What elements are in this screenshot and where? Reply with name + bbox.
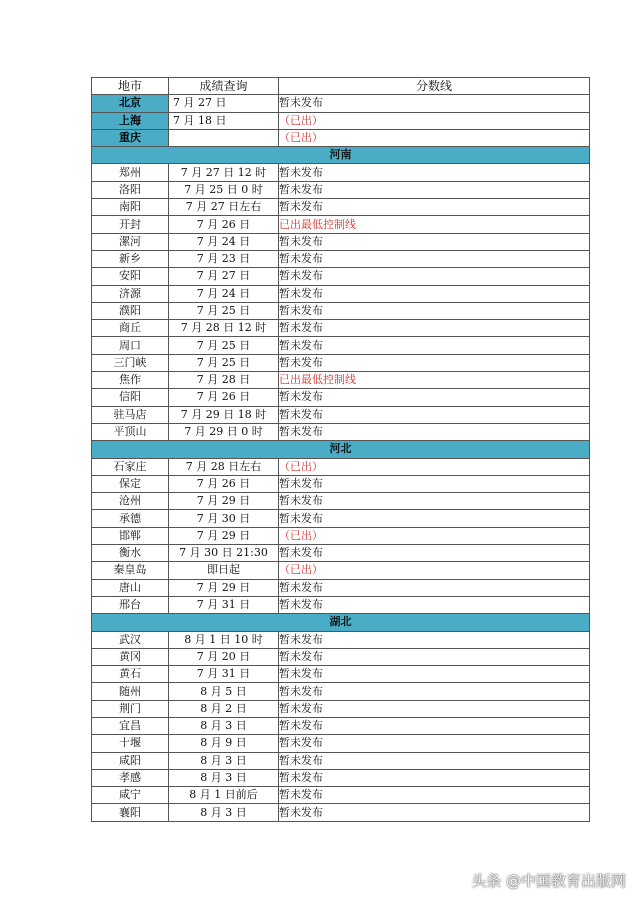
score-line-cell: 暂未发布 bbox=[279, 700, 590, 717]
query-date-cell: 8 月 1 日前后 bbox=[169, 787, 279, 804]
table-row bbox=[92, 95, 590, 112]
city-cell: 焦作 bbox=[92, 372, 169, 389]
score-line-cell: （已出） bbox=[279, 129, 590, 146]
query-date-cell: 7 月 18 日 bbox=[169, 112, 279, 129]
table-row bbox=[92, 216, 590, 233]
header-query-date: 成绩查询 bbox=[169, 78, 279, 95]
table-row bbox=[92, 752, 590, 769]
table-row bbox=[92, 372, 590, 389]
score-line-cell: 暂未发布 bbox=[279, 493, 590, 510]
query-date-cell: 8 月 2 日 bbox=[169, 700, 279, 717]
table-body bbox=[92, 95, 590, 821]
city-cell: 宜昌 bbox=[92, 717, 169, 734]
score-line-cell: 暂未发布 bbox=[279, 804, 590, 821]
city-cell: 武汉 bbox=[92, 631, 169, 648]
table-row bbox=[92, 268, 590, 285]
query-date-cell: 7 月 31 日 bbox=[169, 596, 279, 613]
table-row bbox=[92, 112, 590, 129]
query-date-cell: 7 月 28 日左右 bbox=[169, 458, 279, 475]
score-line-cell: 暂未发布 bbox=[279, 250, 590, 267]
city-cell: 洛阳 bbox=[92, 181, 169, 198]
table-row bbox=[92, 648, 590, 665]
header-city: 地市 bbox=[92, 78, 169, 95]
city-cell: 驻马店 bbox=[92, 406, 169, 423]
city-cell: 北京 bbox=[92, 95, 169, 112]
city-cell: 随州 bbox=[92, 683, 169, 700]
score-line-cell: 暂未发布 bbox=[279, 233, 590, 250]
table-row bbox=[92, 510, 590, 527]
city-cell: 保定 bbox=[92, 475, 169, 492]
city-cell: 漯河 bbox=[92, 233, 169, 250]
query-date-cell: 8 月 1 日 10 时 bbox=[169, 631, 279, 648]
city-cell: 邯郸 bbox=[92, 527, 169, 544]
table-row bbox=[92, 700, 590, 717]
header-score-line: 分数线 bbox=[279, 78, 590, 95]
query-date-cell: 7 月 27 日 bbox=[169, 95, 279, 112]
table-row bbox=[92, 475, 590, 492]
table-row bbox=[92, 666, 590, 683]
score-line-cell: 暂未发布 bbox=[279, 95, 590, 112]
query-date-cell: 8 月 3 日 bbox=[169, 804, 279, 821]
score-line-cell: 暂未发布 bbox=[279, 320, 590, 337]
city-cell: 咸阳 bbox=[92, 752, 169, 769]
city-cell: 衡水 bbox=[92, 545, 169, 562]
table-row bbox=[92, 354, 590, 371]
city-cell: 濮阳 bbox=[92, 302, 169, 319]
section-title: 湖北 bbox=[92, 614, 590, 631]
query-date-cell: 7 月 26 日 bbox=[169, 389, 279, 406]
table-row bbox=[92, 406, 590, 423]
score-line-cell: （已出） bbox=[279, 112, 590, 129]
query-date-cell: 8 月 3 日 bbox=[169, 752, 279, 769]
city-cell: 孝感 bbox=[92, 769, 169, 786]
table-row bbox=[92, 337, 590, 354]
score-line-cell: 暂未发布 bbox=[279, 545, 590, 562]
table-row bbox=[92, 787, 590, 804]
query-date-cell: 7 月 25 日 0 时 bbox=[169, 181, 279, 198]
table-row bbox=[92, 804, 590, 821]
table-row bbox=[92, 493, 590, 510]
table-row bbox=[92, 423, 590, 440]
city-cell: 十堰 bbox=[92, 735, 169, 752]
query-date-cell: 7 月 25 日 bbox=[169, 302, 279, 319]
table-row bbox=[92, 579, 590, 596]
query-date-cell: 8 月 9 日 bbox=[169, 735, 279, 752]
query-date-cell: 7 月 29 日 bbox=[169, 527, 279, 544]
city-cell: 开封 bbox=[92, 216, 169, 233]
query-date-cell: 7 月 27 日 12 时 bbox=[169, 164, 279, 181]
score-line-cell: 暂未发布 bbox=[279, 648, 590, 665]
score-line-cell: 暂未发布 bbox=[279, 475, 590, 492]
score-line-cell: 暂未发布 bbox=[279, 735, 590, 752]
section-header-row bbox=[92, 147, 590, 164]
city-cell: 石家庄 bbox=[92, 458, 169, 475]
city-cell: 郑州 bbox=[92, 164, 169, 181]
table-row bbox=[92, 735, 590, 752]
city-cell: 咸宁 bbox=[92, 787, 169, 804]
table-row bbox=[92, 458, 590, 475]
table-row bbox=[92, 769, 590, 786]
city-cell: 唐山 bbox=[92, 579, 169, 596]
city-cell: 三门峡 bbox=[92, 354, 169, 371]
query-date-cell: 7 月 29 日 0 时 bbox=[169, 423, 279, 440]
query-date-cell: 7 月 28 日 12 时 bbox=[169, 320, 279, 337]
query-date-cell: 7 月 29 日 18 时 bbox=[169, 406, 279, 423]
section-header-row bbox=[92, 441, 590, 458]
score-line-cell: 暂未发布 bbox=[279, 164, 590, 181]
table-row bbox=[92, 164, 590, 181]
section-title: 河南 bbox=[92, 147, 590, 164]
query-date-cell: 7 月 29 日 bbox=[169, 579, 279, 596]
score-line-cell: 暂未发布 bbox=[279, 752, 590, 769]
score-table bbox=[91, 77, 590, 822]
query-date-cell: 7 月 30 日 21:30 bbox=[169, 545, 279, 562]
query-date-cell: 7 月 28 日 bbox=[169, 372, 279, 389]
score-line-cell: 暂未发布 bbox=[279, 596, 590, 613]
query-date-cell: 7 月 26 日 bbox=[169, 475, 279, 492]
score-line-cell: （已出） bbox=[279, 562, 590, 579]
table-row bbox=[92, 320, 590, 337]
score-line-cell: 暂未发布 bbox=[279, 510, 590, 527]
score-line-cell: 已出最低控制线 bbox=[279, 216, 590, 233]
score-line-cell: 暂未发布 bbox=[279, 423, 590, 440]
city-cell: 商丘 bbox=[92, 320, 169, 337]
score-line-cell: （已出） bbox=[279, 527, 590, 544]
table-row bbox=[92, 683, 590, 700]
watermark: 头条 @中国教育出版网 bbox=[471, 872, 626, 890]
score-line-cell: 暂未发布 bbox=[279, 302, 590, 319]
table-row bbox=[92, 285, 590, 302]
city-cell: 济源 bbox=[92, 285, 169, 302]
score-line-cell: 暂未发布 bbox=[279, 631, 590, 648]
city-cell: 信阳 bbox=[92, 389, 169, 406]
query-date-cell: 8 月 3 日 bbox=[169, 769, 279, 786]
table-row bbox=[92, 717, 590, 734]
query-date-cell: 7 月 27 日 bbox=[169, 268, 279, 285]
score-line-cell: 暂未发布 bbox=[279, 406, 590, 423]
city-cell: 重庆 bbox=[92, 129, 169, 146]
city-cell: 黄石 bbox=[92, 666, 169, 683]
score-line-cell: 已出最低控制线 bbox=[279, 372, 590, 389]
city-cell: 安阳 bbox=[92, 268, 169, 285]
query-date-cell bbox=[169, 129, 279, 146]
score-line-cell: 暂未发布 bbox=[279, 579, 590, 596]
table-row bbox=[92, 596, 590, 613]
table-row bbox=[92, 527, 590, 544]
query-date-cell: 7 月 27 日左右 bbox=[169, 199, 279, 216]
query-date-cell: 7 月 25 日 bbox=[169, 354, 279, 371]
score-line-cell: 暂未发布 bbox=[279, 389, 590, 406]
city-cell: 承德 bbox=[92, 510, 169, 527]
query-date-cell: 7 月 20 日 bbox=[169, 648, 279, 665]
query-date-cell: 8 月 3 日 bbox=[169, 717, 279, 734]
score-line-cell: 暂未发布 bbox=[279, 181, 590, 198]
query-date-cell: 7 月 30 日 bbox=[169, 510, 279, 527]
table-row bbox=[92, 389, 590, 406]
score-line-cell: 暂未发布 bbox=[279, 268, 590, 285]
city-cell: 黄冈 bbox=[92, 648, 169, 665]
score-line-cell: 暂未发布 bbox=[279, 683, 590, 700]
score-line-cell: 暂未发布 bbox=[279, 354, 590, 371]
score-line-cell: 暂未发布 bbox=[279, 199, 590, 216]
header-row bbox=[92, 78, 590, 95]
query-date-cell: 7 月 29 日 bbox=[169, 493, 279, 510]
table-row bbox=[92, 233, 590, 250]
city-cell: 秦皇岛 bbox=[92, 562, 169, 579]
city-cell: 邢台 bbox=[92, 596, 169, 613]
table-row bbox=[92, 302, 590, 319]
query-date-cell: 7 月 23 日 bbox=[169, 250, 279, 267]
query-date-cell: 7 月 25 日 bbox=[169, 337, 279, 354]
table-row bbox=[92, 181, 590, 198]
section-header-row bbox=[92, 614, 590, 631]
section-title: 河北 bbox=[92, 441, 590, 458]
query-date-cell: 7 月 24 日 bbox=[169, 233, 279, 250]
score-line-cell: 暂未发布 bbox=[279, 769, 590, 786]
query-date-cell: 7 月 24 日 bbox=[169, 285, 279, 302]
table-row bbox=[92, 545, 590, 562]
table-row bbox=[92, 250, 590, 267]
table-row bbox=[92, 199, 590, 216]
city-cell: 平顶山 bbox=[92, 423, 169, 440]
city-cell: 南阳 bbox=[92, 199, 169, 216]
city-cell: 周口 bbox=[92, 337, 169, 354]
query-date-cell: 即日起 bbox=[169, 562, 279, 579]
score-line-cell: 暂未发布 bbox=[279, 666, 590, 683]
score-line-cell: （已出） bbox=[279, 458, 590, 475]
table-row bbox=[92, 562, 590, 579]
table-row bbox=[92, 129, 590, 146]
city-cell: 襄阳 bbox=[92, 804, 169, 821]
query-date-cell: 8 月 5 日 bbox=[169, 683, 279, 700]
city-cell: 新乡 bbox=[92, 250, 169, 267]
score-line-cell: 暂未发布 bbox=[279, 787, 590, 804]
query-date-cell: 7 月 26 日 bbox=[169, 216, 279, 233]
score-line-cell: 暂未发布 bbox=[279, 285, 590, 302]
score-line-cell: 暂未发布 bbox=[279, 337, 590, 354]
city-cell: 荆门 bbox=[92, 700, 169, 717]
query-date-cell: 7 月 31 日 bbox=[169, 666, 279, 683]
city-cell: 沧州 bbox=[92, 493, 169, 510]
table-row bbox=[92, 631, 590, 648]
score-line-cell: 暂未发布 bbox=[279, 717, 590, 734]
city-cell: 上海 bbox=[92, 112, 169, 129]
